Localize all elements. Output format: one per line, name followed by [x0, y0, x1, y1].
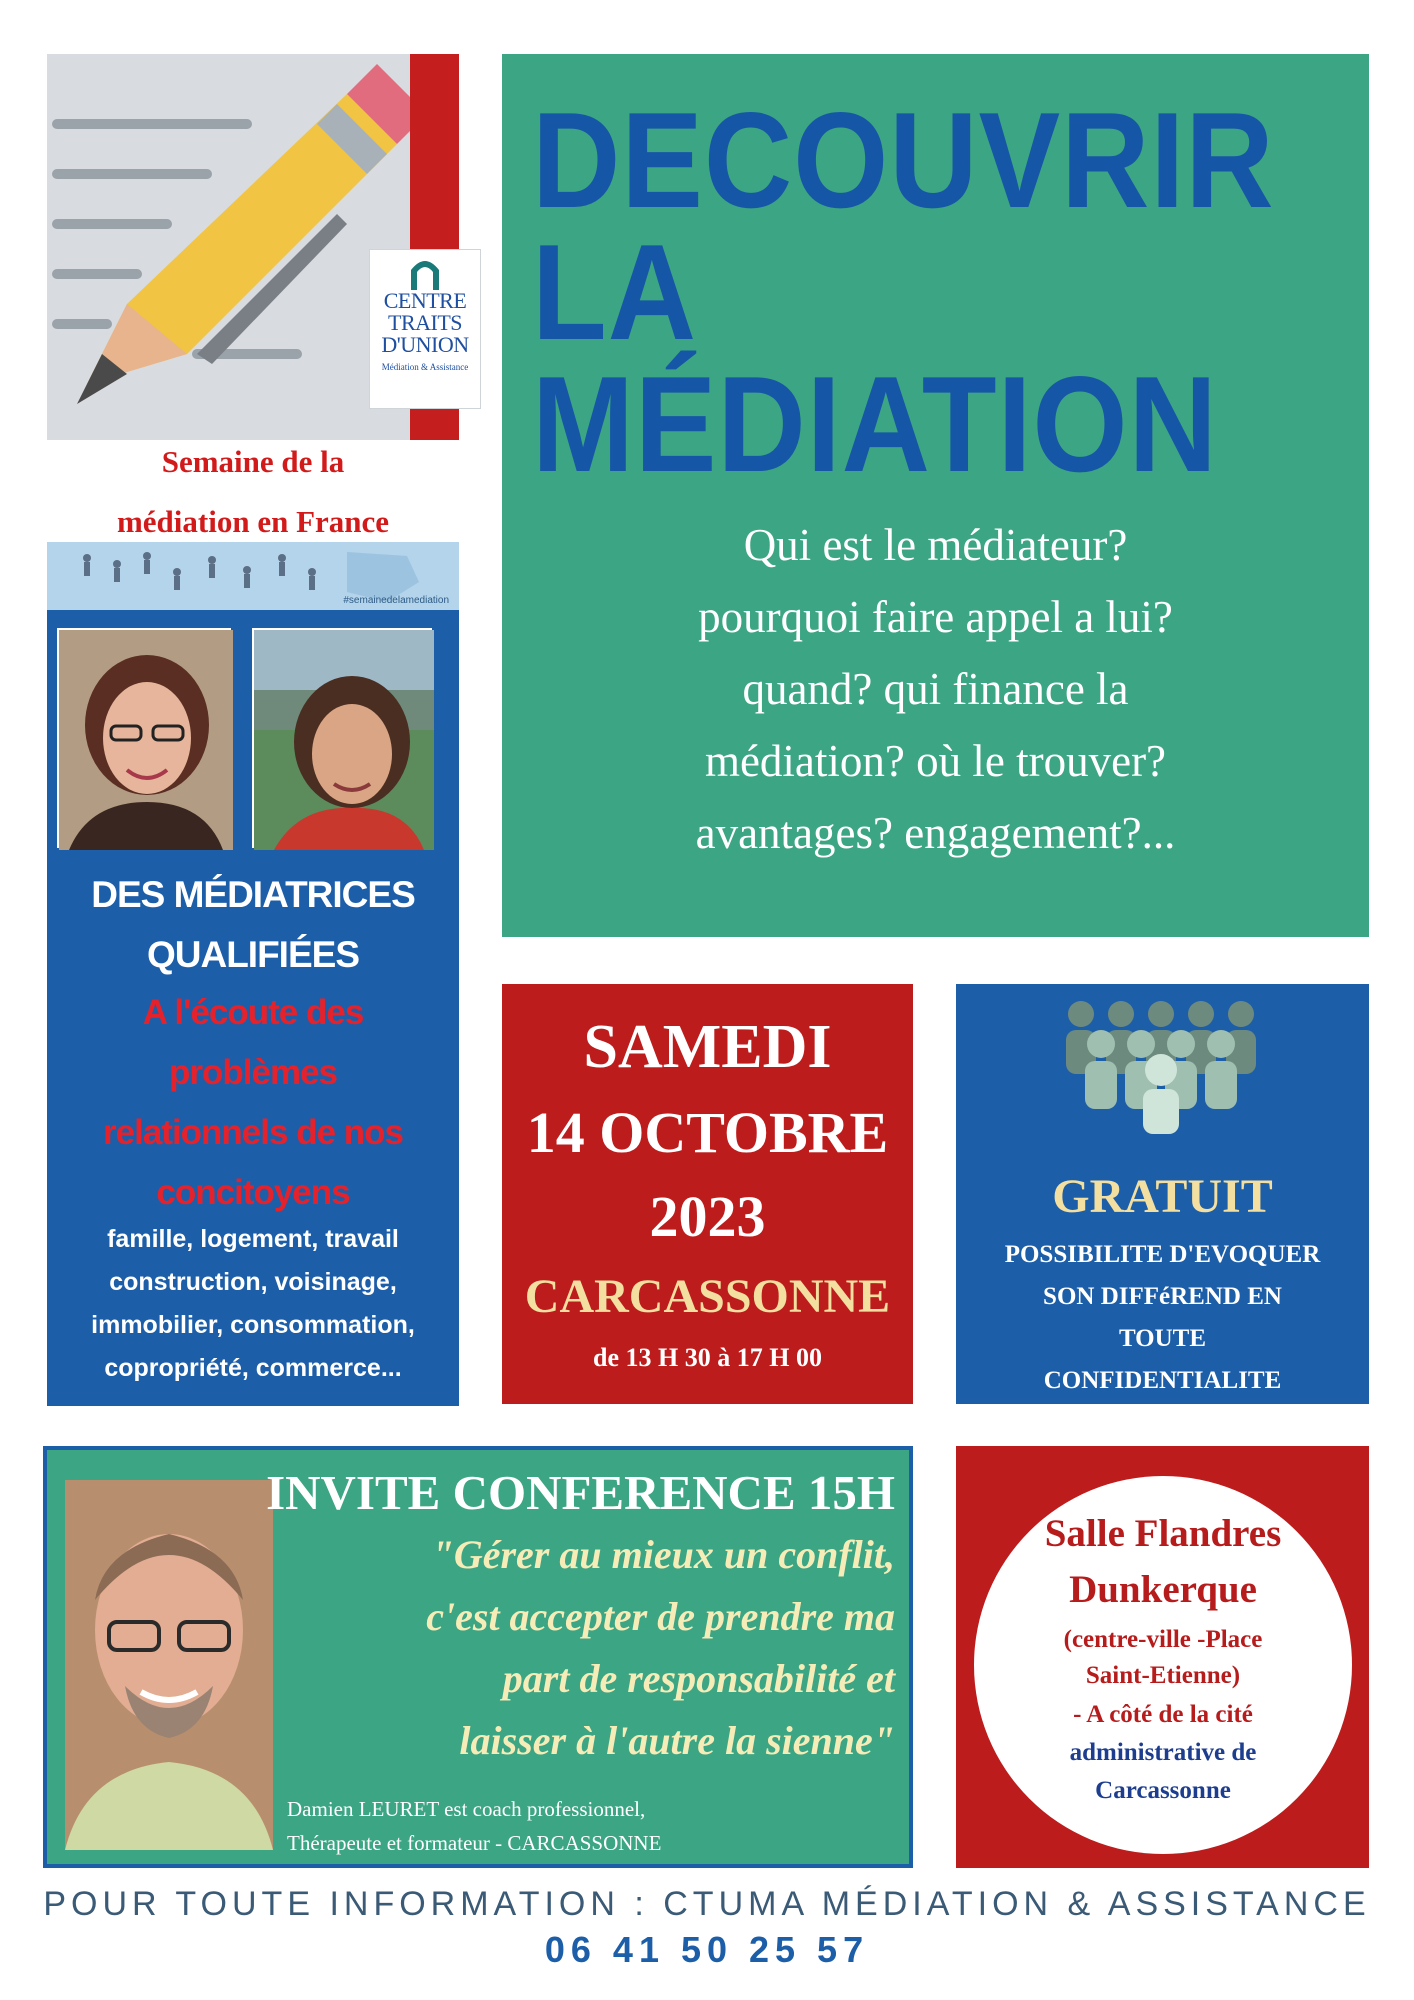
footer-info: POUR TOUTE INFORMATION : CTUMA MÉDIATION & ASSISTANCE	[43, 1885, 1371, 1923]
mediatrices-sub-1: A l'écoute des	[142, 993, 364, 1032]
mediatrices-sub-4: concitoyens	[156, 1173, 350, 1212]
title-line-2: LA	[532, 216, 697, 368]
title-line-3: MÉDIATION	[532, 348, 1218, 500]
mediatrices-panel	[47, 610, 459, 1406]
question-line-3: quand? qui finance la	[742, 664, 1129, 714]
mediatrice-photo-2	[252, 628, 432, 848]
mediatrices-subtitle	[47, 983, 459, 1223]
venue-line-2: Dunkerque	[1069, 1568, 1257, 1611]
quote-line-1: "Gérer au mieux un conflit,	[431, 1532, 895, 1577]
confid-line-4: CONFIDENTIALITE	[1043, 1367, 1282, 1394]
event-year: 2023	[649, 1184, 766, 1249]
venue-line-5: - A côté de la cité	[1073, 1701, 1253, 1728]
domains-line-1: famille, logement, travail	[107, 1225, 399, 1253]
main-title-block	[502, 54, 1369, 937]
mediatrices-sub-2: problèmes	[169, 1053, 337, 1092]
event-date: 14 OCTOBRE	[526, 1100, 889, 1165]
quote-line-3: part de responsabilité et	[502, 1656, 895, 1701]
domains-line-3: immobilier, consommation,	[91, 1311, 415, 1339]
logo-name-1: CENTRE	[383, 288, 467, 313]
quote-line-2: c'est accepter de prendre ma	[426, 1594, 895, 1639]
logo-name-2: TRAITS	[388, 310, 462, 335]
confid-line-3: TOUTE	[1118, 1325, 1207, 1352]
question-line-1: Qui est le médiateur?	[743, 520, 1128, 570]
event-hours: de 13 H 30 à 17 H 00	[593, 1343, 822, 1372]
logo-tagline: Médiation & Assistance	[381, 362, 469, 372]
event-date-box	[502, 984, 913, 1404]
mediatrices-sub-3: relationnels de nos	[103, 1113, 403, 1152]
semaine-line-1: Semaine de la	[161, 444, 345, 479]
semaine-line-2: médiation en France	[116, 504, 390, 539]
event-city: CARCASSONNE	[524, 1270, 891, 1323]
event-day: SAMEDI	[583, 1013, 832, 1081]
speaker-quote	[267, 1524, 895, 1772]
gratuit-box	[956, 984, 1369, 1404]
logo-name-3: D'UNION	[381, 332, 469, 357]
speaker-bio	[287, 1792, 807, 1860]
domains-line-4: copropriété, commerce...	[104, 1354, 402, 1382]
venue-line-3: (centre-ville -Place	[1063, 1626, 1263, 1653]
venue-line-7: Carcassonne	[1095, 1777, 1231, 1804]
gratuit-title: GRATUIT	[1052, 1170, 1273, 1223]
bio-line-1: Damien LEURET est coach professionnel,	[287, 1797, 646, 1821]
conference-title: INVITE CONFERENCE 15H	[266, 1465, 895, 1520]
confidentialite-text	[956, 1234, 1369, 1402]
domains-line-2: construction, voisinage,	[109, 1268, 397, 1296]
mediatrices-title	[47, 865, 459, 985]
confid-line-2: SON DIFFéREND EN	[1043, 1283, 1282, 1310]
conference-box	[43, 1446, 913, 1868]
mediatrices-title-1: DES MÉDIATRICES	[91, 874, 415, 915]
venue-line-4: Saint-Etienne)	[1085, 1662, 1241, 1689]
page-title	[532, 84, 1288, 500]
mediatrices-title-2: QUALIFIÉES	[146, 934, 360, 975]
venue-box	[956, 1446, 1369, 1868]
arch-logo-icon	[408, 256, 442, 290]
venue-line-1: Salle Flandres	[1044, 1512, 1282, 1555]
pencil-logo-block	[47, 54, 469, 440]
banner-hashtag: #semainedelamediation	[343, 595, 449, 606]
venue-address	[974, 1622, 1352, 1694]
footer-phone: 06 41 50 25 57	[544, 1929, 870, 1970]
questions-list	[502, 509, 1369, 869]
people-group-icon	[1056, 994, 1266, 1134]
question-line-5: avantages? engagement?...	[695, 808, 1176, 858]
semaine-heading	[47, 432, 459, 552]
venue-circle	[974, 1476, 1352, 1854]
ctu-logo	[369, 249, 481, 409]
question-line-4: médiation? où le trouver?	[704, 736, 1167, 786]
question-line-2: pourquoi faire appel a lui?	[698, 592, 1173, 642]
speaker-photo	[65, 1480, 273, 1850]
quote-line-4: laisser à l'autre la sienne"	[459, 1718, 895, 1763]
venue-line-6: administrative de	[1069, 1739, 1257, 1766]
mediation-domains	[47, 1218, 459, 1390]
title-line-1: DECOUVRIR	[532, 84, 1275, 236]
confid-line-1: POSSIBILITE D'EVOQUER	[1004, 1241, 1321, 1268]
mediatrice-photo-1	[57, 628, 231, 848]
bio-line-2: Thérapeute et formateur - CARCASSONNE	[287, 1831, 662, 1855]
semaine-banner	[47, 542, 459, 610]
